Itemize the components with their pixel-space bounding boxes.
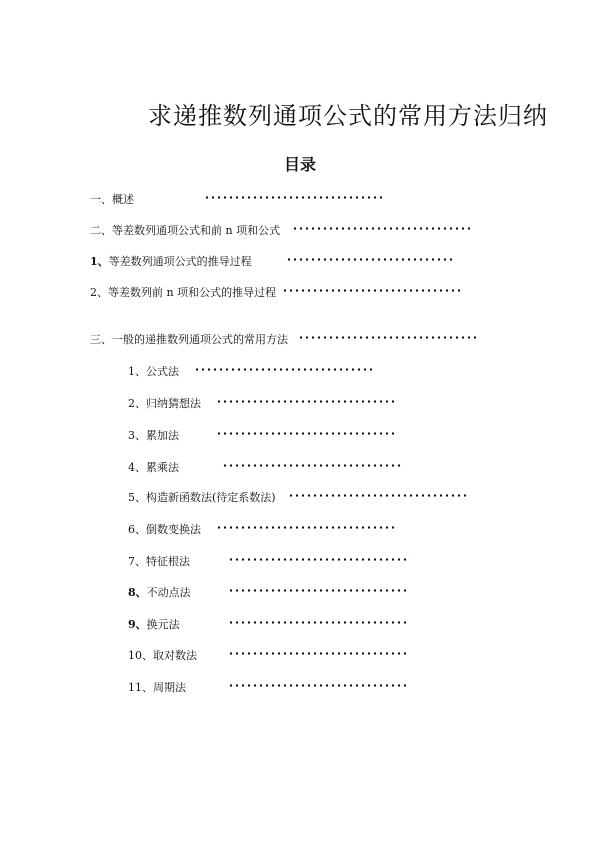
toc-entry[interactable] [90,332,490,348]
toc-leader-dots [222,464,404,467]
toc-leader-dots [194,368,376,371]
toc-entry-label: 1、等差数列通项公式的推导过程 [90,255,252,268]
toc-leader-dots [216,400,398,403]
toc-entry[interactable] [90,285,490,301]
toc-leader-dots [292,227,474,230]
toc-leader-dots [286,258,456,261]
toc-entry[interactable] [128,490,488,506]
document-title: 求递推数列通项公式的常用方法归纳 [148,102,548,130]
toc-entry-label: 5、构造新函数法(待定系数法) [128,491,276,504]
toc-leader-dots [282,289,462,292]
toc-entry[interactable] [90,223,490,239]
toc-entry-label: 三、一般的递推数列通项公式的常用方法 [90,333,288,346]
toc-entry-label: 11、周期法 [128,681,186,694]
toc-heading: 目录 [283,155,316,174]
toc-entry-label: 2、等差数列前 n 项和公式的推导过程 [90,286,277,299]
toc-leader-dots [298,336,478,339]
toc-leader-dots [228,621,410,624]
toc-leader-dots [228,684,410,687]
toc-entry[interactable] [128,648,418,664]
toc-entry-label: 3、累加法 [128,429,179,442]
toc-entry-label: 4、累乘法 [128,461,179,474]
toc-entry[interactable] [128,680,418,696]
toc-entry-label: 9、换元法 [128,618,180,631]
toc-entry[interactable] [90,192,410,208]
toc-entry-label: 8、不动点法 [128,586,191,599]
toc-entry-label: 一、概述 [90,193,134,206]
toc-entry-label: 二、等差数列通项公式和前 n 项和公式 [90,224,281,237]
toc-entry[interactable] [128,428,408,444]
toc-entry[interactable] [128,554,418,570]
toc-entry-label: 1、公式法 [128,365,179,378]
toc-entry[interactable] [90,254,490,270]
toc-entry-label: 10、取对数法 [128,649,197,662]
toc-entry[interactable] [128,364,388,380]
toc-entry[interactable] [128,585,418,601]
toc-leader-dots [288,494,470,497]
toc-leader-dots [204,196,386,199]
toc-entry[interactable] [128,522,408,538]
toc-entry[interactable] [128,460,408,476]
toc-leader-dots [228,589,410,592]
toc-leader-dots [216,526,398,529]
toc-entry[interactable] [128,396,408,412]
toc-entry[interactable] [128,617,418,633]
toc-leader-dots [228,558,410,561]
toc-leader-dots [216,432,398,435]
toc-entry-label: 6、倒数变换法 [128,523,201,536]
toc-entry-label: 2、归纳猜想法 [128,397,201,410]
toc-entry-label: 7、特征根法 [128,555,190,568]
toc-leader-dots [228,652,410,655]
